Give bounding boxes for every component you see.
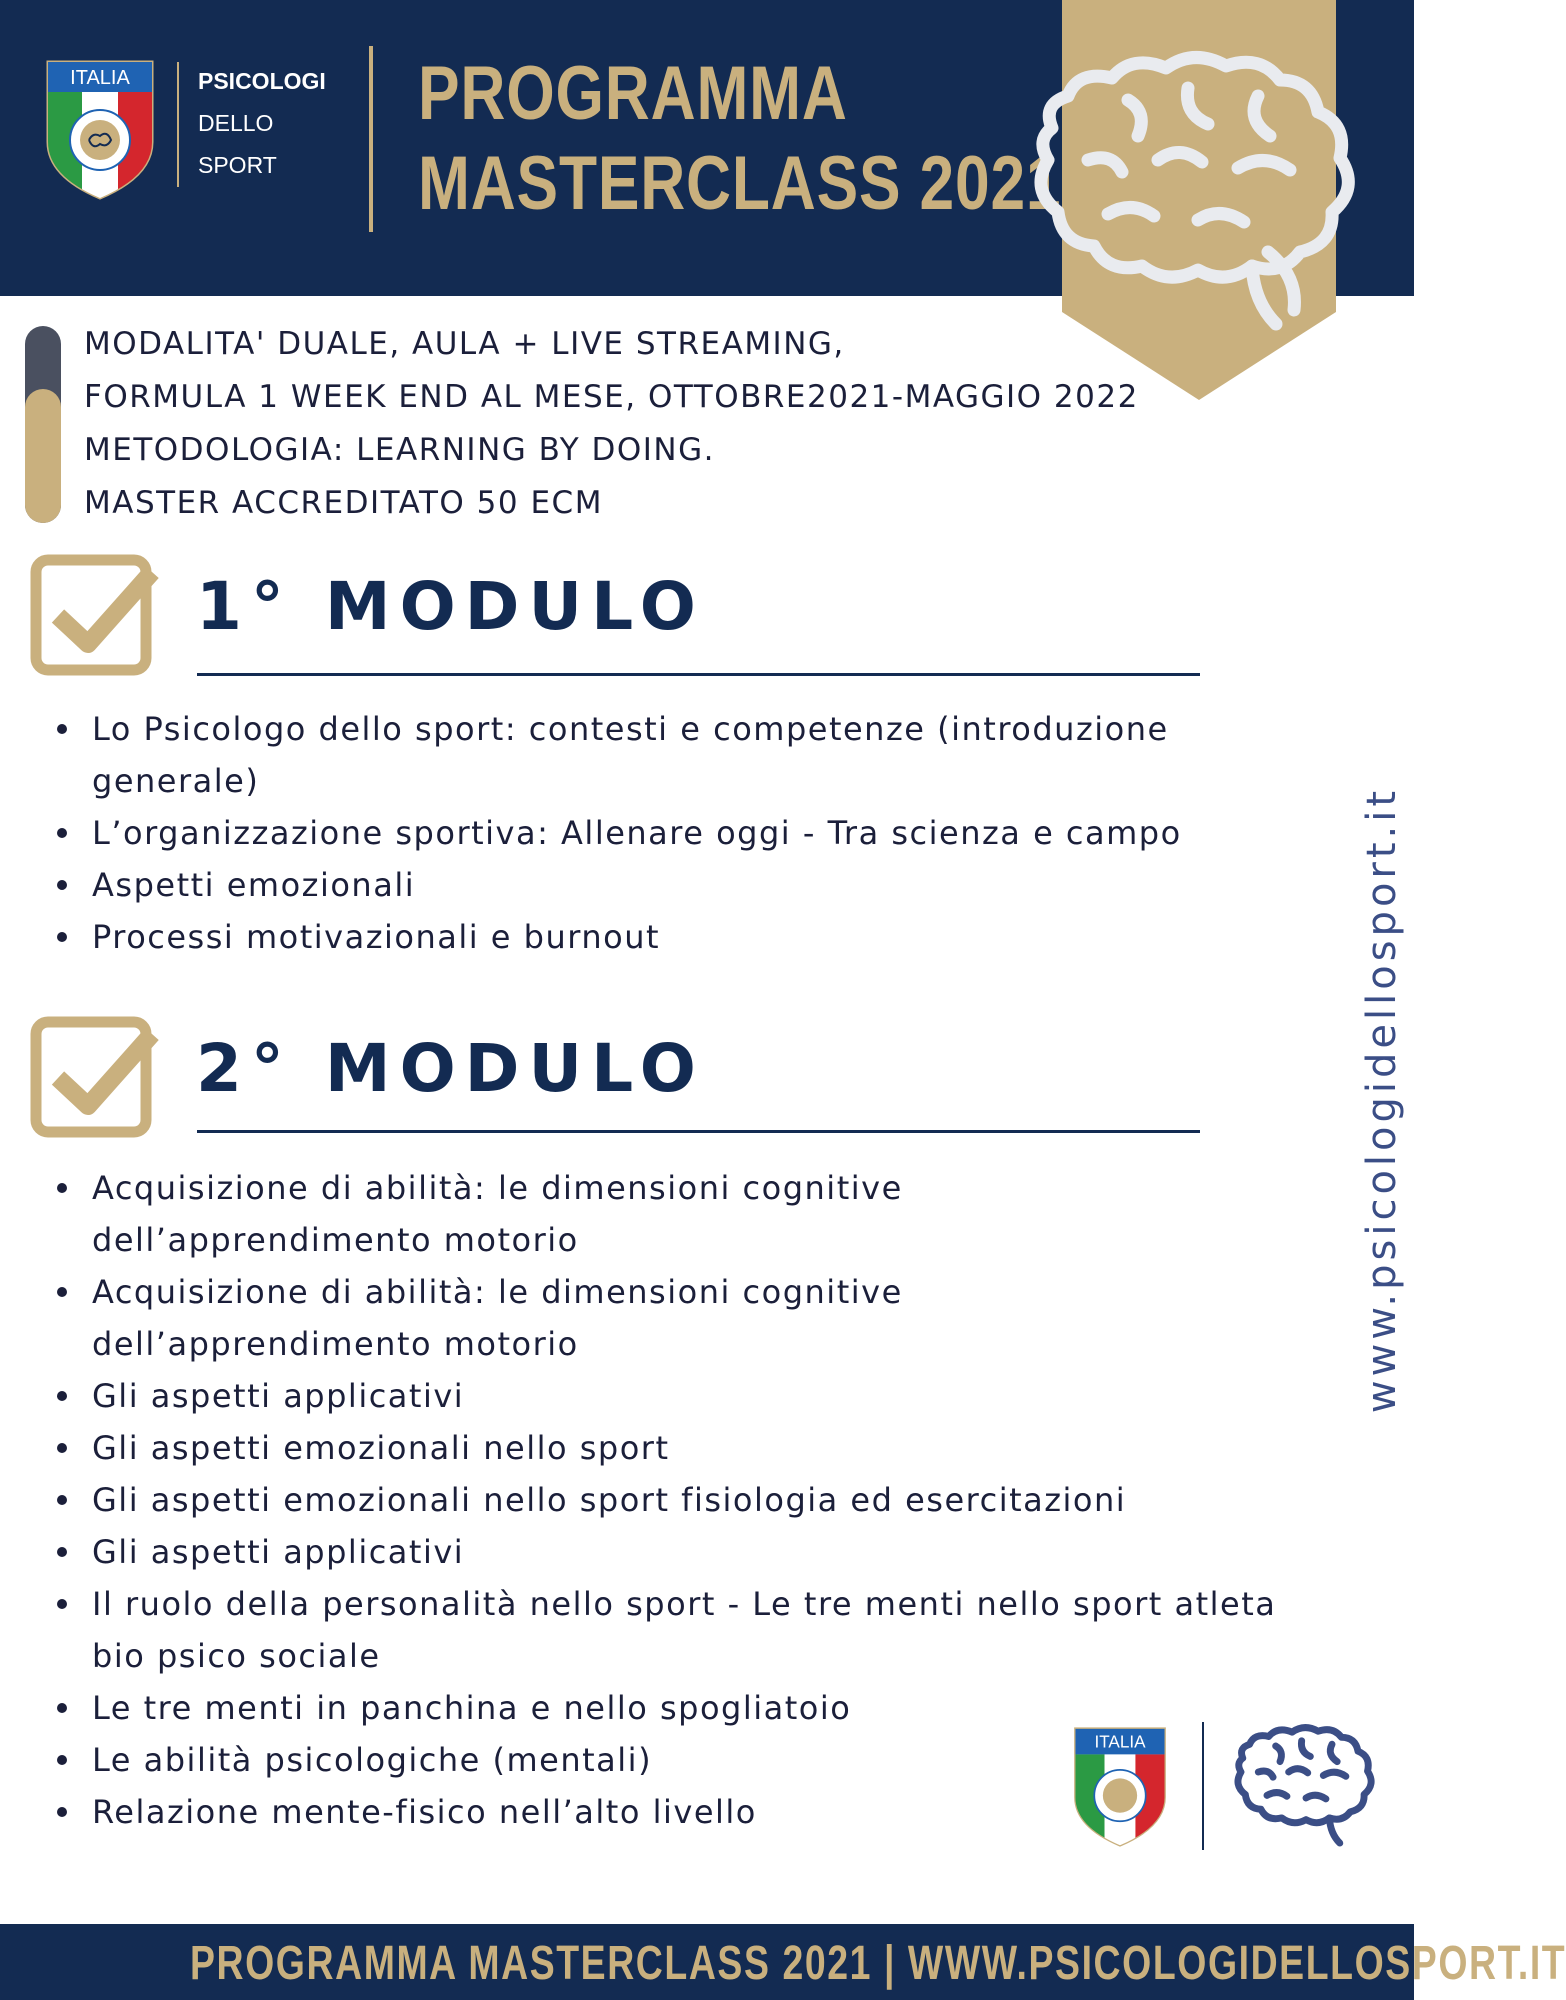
module-2-rule <box>197 1130 1200 1133</box>
module-1-title: 1° MODULO <box>196 568 705 645</box>
brain-icon <box>1222 1720 1390 1850</box>
progress-bar-fill <box>25 389 61 523</box>
brand-line-2: DELLO <box>198 110 274 136</box>
page-title-line-1: PROGRAMMA <box>418 51 848 136</box>
list-item: Gli aspetti emozionali nello sport fisiologia ed esercitazioni <box>52 1474 1262 1526</box>
shield-label-small: ITALIA <box>1094 1731 1146 1752</box>
info-line-3: METODOLOGIA: LEARNING BY DOING. <box>84 432 715 468</box>
list-item: Aspetti emozionali <box>52 859 1332 911</box>
footer-bar <box>0 1924 1566 2000</box>
module-1-rule <box>197 673 1200 676</box>
shield-label: ITALIA <box>70 67 130 89</box>
list-item: Le tre menti in panchina e nello spogliatoio <box>52 1682 1262 1734</box>
brand-line-3: SPORT <box>198 152 277 178</box>
brand-line-1: PSICOLOGI <box>198 68 326 94</box>
list-item: Relazione mente-fisico nell’alto livello <box>52 1786 1262 1838</box>
list-item: L’organizzazione sportiva: Allenare oggi - Tra scienza e campo <box>52 807 1332 859</box>
list-item: Il ruolo della personalità nello sport - Le tre menti nello sport atleta bio psico sociale <box>52 1578 1292 1682</box>
logo-divider <box>177 62 179 187</box>
list-item: Processi motivazionali e burnout <box>52 911 1332 963</box>
module-1-list <box>52 703 1332 963</box>
footer-text: PROGRAMMA MASTERCLASS 2021 | WWW.PSICOLOGIDELLOSPORT.IT <box>190 1937 1566 1990</box>
list-item: Le abilità psicologiche (mentali) <box>52 1734 1262 1786</box>
list-item: Acquisizione di abilità: le dimensioni cognitive dell’apprendimento motorio <box>52 1266 1032 1370</box>
info-line-1: MODALITA' DUALE, AULA + LIVE STREAMING, <box>84 326 845 362</box>
title-divider <box>369 46 373 232</box>
page-title-line-2: MASTERCLASS 2021 <box>418 141 1062 226</box>
progress-bar <box>25 326 61 523</box>
list-item: Gli aspetti applicativi <box>52 1526 1262 1578</box>
list-item: Gli aspetti emozionali nello sport <box>52 1422 1262 1474</box>
italia-shield-logo-small <box>1072 1720 1168 1854</box>
list-item: Acquisizione di abilità: le dimensioni cognitive dell’apprendimento motorio <box>52 1162 1032 1266</box>
website-url-vertical: www.psicologidellosport.it <box>1359 786 1405 1414</box>
info-line-2: FORMULA 1 WEEK END AL MESE, OTTOBRE2021-MAGGIO 2022 <box>84 379 1139 415</box>
small-logo-divider <box>1202 1722 1204 1850</box>
module-2-title: 2° MODULO <box>196 1030 705 1107</box>
checkbox-icon <box>28 1014 158 1140</box>
italia-shield-logo <box>44 58 156 202</box>
list-item: Gli aspetti applicativi <box>52 1370 1262 1422</box>
list-item: Lo Psicologo dello sport: contesti e competenze (introduzione generale) <box>52 703 1272 807</box>
info-line-4: MASTER ACCREDITATO 50 ECM <box>84 485 603 521</box>
brain-icon <box>1008 40 1388 340</box>
checkbox-icon <box>28 552 158 678</box>
